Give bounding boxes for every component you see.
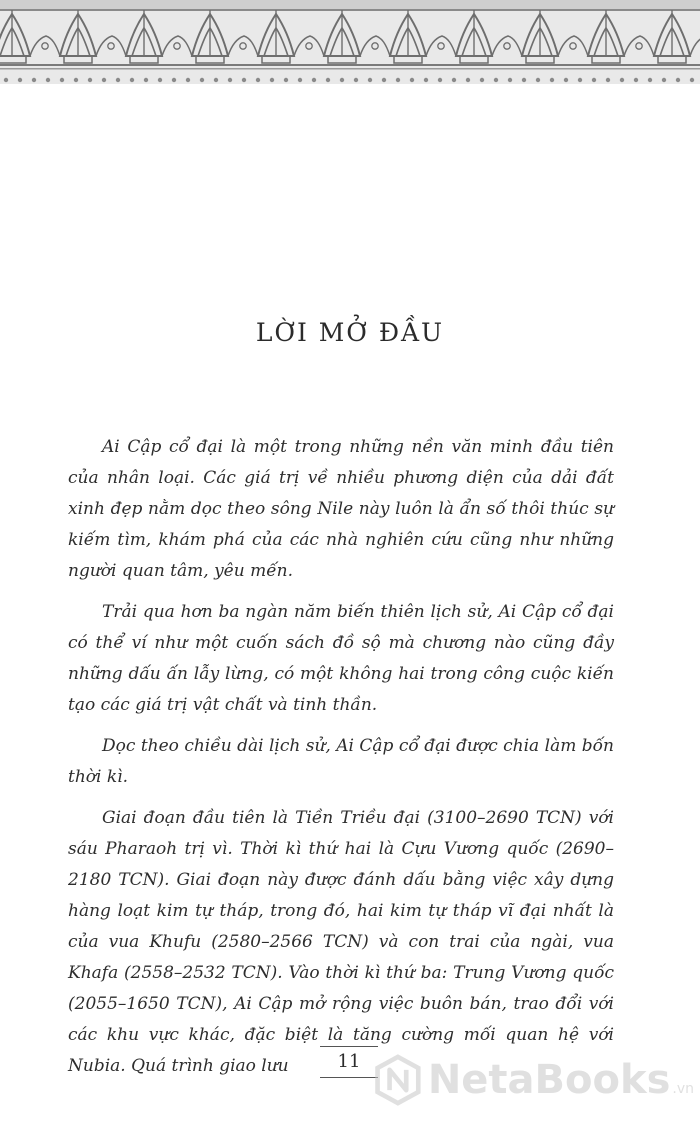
body-text <box>68 432 614 1092</box>
chapter-title: LỜI MỞ ĐẦU <box>255 318 445 347</box>
page-number: 11 <box>337 1051 361 1072</box>
hexagon-n-logo-icon <box>372 1052 424 1108</box>
watermark-brand: NetaBooks <box>427 1057 671 1103</box>
page-number-bottom-rule <box>320 1077 378 1078</box>
paragraph: Dọc theo chiều dài lịch sử, Ai Cập cổ đại được chia làm bốn thời kì. <box>68 736 614 787</box>
lotus-ornament-border-icon <box>0 0 700 100</box>
paragraph: Ai Cập cổ đại là một trong những nền văn minh đầu tiên của nhân loại. Các giá trị về nhiều phương diện của dải đất xinh đẹp nằm dọc theo sông Nile này luôn là ẩn số thôi thúc sự kiếm tìm, khám phá của các nhà nghiên cứu cũng như những người quan tâm, yêu mến. <box>68 437 614 581</box>
page-number-block <box>318 1046 380 1078</box>
paragraph: Giai đoạn đầu tiên là Tiền Triều đại (3100–2690 TCN) với sáu Pharaoh trị vì. Thời kì thứ hai là Cựu Vương quốc (2690–2180 TCN). Giai đoạn này được đánh dấu bằng việc xây dựng hàng loạt kim tự tháp, trong đó, hai kim tự tháp vĩ đại nhất là của vua Khufu (2580–2566 TCN) và con trai của ngài, vua Khafa (2558–2532 TCN). Vào thời kì thứ ba: Trung Vương quốc (2055–1650 TCN), Ai Cập mở rộng việc buôn bán, trao đổi với các khu vực khác, đặc biệt là tăng cường mối quan hệ với Nubia. Quá trình giao lưu <box>68 808 614 1076</box>
paragraph: Trải qua hơn ba ngàn năm biến thiên lịch sử, Ai Cập cổ đại có thể ví như một cuốn sách đồ sộ mà chương nào cũng đầy những dấu ấn lẫy lừng, có một không hai trong công cuộc kiến tạo các giá trị vật chất và tinh thần. <box>68 602 614 715</box>
decorative-border-band <box>0 0 700 84</box>
watermark <box>372 1048 694 1112</box>
watermark-tld: .vn <box>672 1081 694 1097</box>
